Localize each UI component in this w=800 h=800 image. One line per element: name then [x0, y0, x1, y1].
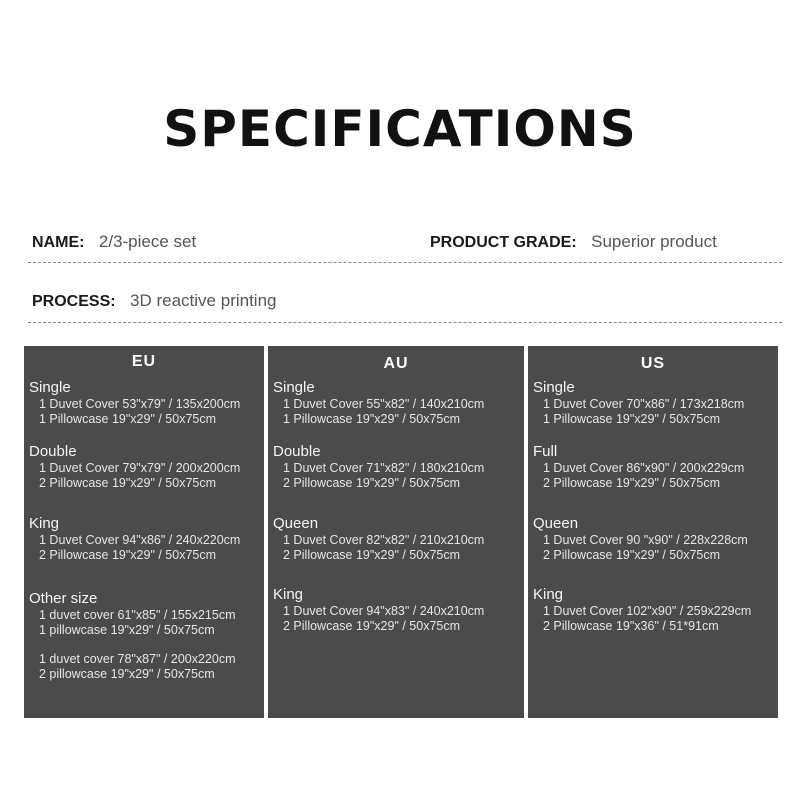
size-table: [24, 346, 778, 718]
spec-line: 1 Duvet Cover 94"x83" / 240x210cm: [283, 604, 485, 618]
info-row-name-grade: [28, 232, 782, 258]
spec-line: 1 Duvet Cover 102"x90" / 259x229cm: [543, 604, 752, 618]
spec-line: 1 pillowcase 19"x29" / 50x75cm: [39, 623, 215, 637]
size-name: Other size: [29, 590, 98, 607]
size-group: [533, 379, 778, 427]
size-group: [29, 443, 264, 491]
size-group: [29, 652, 264, 682]
name-label: NAME:: [32, 234, 85, 251]
size-group: [273, 586, 524, 634]
size-group: [29, 515, 264, 563]
size-group: [533, 586, 778, 634]
region-header-eu: EU: [131, 353, 157, 370]
process-value: 3D reactive printing: [130, 291, 277, 310]
size-name: King: [29, 515, 60, 532]
process-label: PROCESS:: [32, 293, 116, 310]
grade-field: [430, 232, 717, 252]
size-group: [533, 515, 778, 563]
region-header-us: US: [640, 355, 666, 372]
divider: [28, 322, 782, 323]
size-name: Single: [29, 379, 71, 396]
size-name: Queen: [533, 515, 579, 532]
size-group: [273, 443, 524, 491]
spec-line: 2 Pillowcase 19"x29" / 50x75cm: [39, 476, 217, 490]
spec-line: 1 Duvet Cover 86"x90" / 200x229cm: [543, 461, 745, 475]
size-group: [273, 515, 524, 563]
spec-line: 1 Duvet Cover 90 "x90" / 228x228cm: [543, 533, 748, 547]
spec-line: 2 pillowcase 19"x29" / 50x75cm: [39, 667, 215, 681]
info-row-process: [28, 291, 782, 317]
spec-line: 2 Pillowcase 19"x29" / 50x75cm: [39, 548, 217, 562]
grade-label: PRODUCT GRADE:: [430, 234, 577, 251]
size-name: Double: [273, 443, 321, 460]
page-title: SPECIFICATIONS: [163, 100, 637, 158]
spec-line: 2 Pillowcase 19"x29" / 50x75cm: [283, 619, 461, 633]
name-value: 2/3-piece set: [98, 232, 197, 251]
name-field: [32, 232, 196, 252]
spec-line: 1 Pillowcase 19"x29" / 50x75cm: [283, 412, 461, 426]
spec-line: 1 duvet cover 61"x85" / 155x215cm: [39, 608, 236, 622]
spec-line: 2 Pillowcase 19"x29" / 50x75cm: [543, 548, 721, 562]
size-name: Double: [29, 443, 77, 460]
column-eu: [24, 346, 264, 718]
spec-line: 1 Duvet Cover 82"x82" / 210x210cm: [283, 533, 485, 547]
size-group: [533, 443, 778, 491]
size-name: Full: [533, 443, 558, 460]
spec-line: 1 duvet cover 78"x87" / 200x220cm: [39, 652, 236, 666]
region-header-au: AU: [383, 355, 409, 372]
spec-line: 1 Duvet Cover 79"x79" / 200x200cm: [39, 461, 241, 475]
spec-line: 1 Duvet Cover 94"x86" / 240x220cm: [39, 533, 241, 547]
process-field: [32, 291, 277, 311]
spec-line: 2 Pillowcase 19"x29" / 50x75cm: [283, 548, 461, 562]
spec-line: 1 Pillowcase 19"x29" / 50x75cm: [39, 412, 217, 426]
spec-line: 1 Duvet Cover 55"x82" / 140x210cm: [283, 397, 485, 411]
grade-value: Superior product: [591, 232, 717, 251]
size-group: [29, 590, 264, 638]
size-group: [273, 379, 524, 427]
size-name: Queen: [273, 515, 319, 532]
divider: [28, 262, 782, 263]
size-name: King: [533, 586, 564, 603]
spec-line: 2 Pillowcase 19"x29" / 50x75cm: [543, 476, 721, 490]
spec-line: 1 Pillowcase 19"x29" / 50x75cm: [543, 412, 721, 426]
spec-line: 1 Duvet Cover 53"x79" / 135x200cm: [39, 397, 241, 411]
column-us: [528, 346, 778, 718]
size-group: [29, 379, 264, 427]
spec-line: 1 Duvet Cover 71"x82" / 180x210cm: [283, 461, 485, 475]
spec-line: 2 Pillowcase 19"x29" / 50x75cm: [283, 476, 461, 490]
column-au: [268, 346, 524, 718]
size-name: Single: [533, 379, 575, 396]
spec-line: 1 Duvet Cover 70"x86" / 173x218cm: [543, 397, 745, 411]
spec-line: 2 Pillowcase 19"x36" / 51*91cm: [543, 619, 719, 633]
size-name: Single: [273, 379, 315, 396]
size-name: King: [273, 586, 304, 603]
